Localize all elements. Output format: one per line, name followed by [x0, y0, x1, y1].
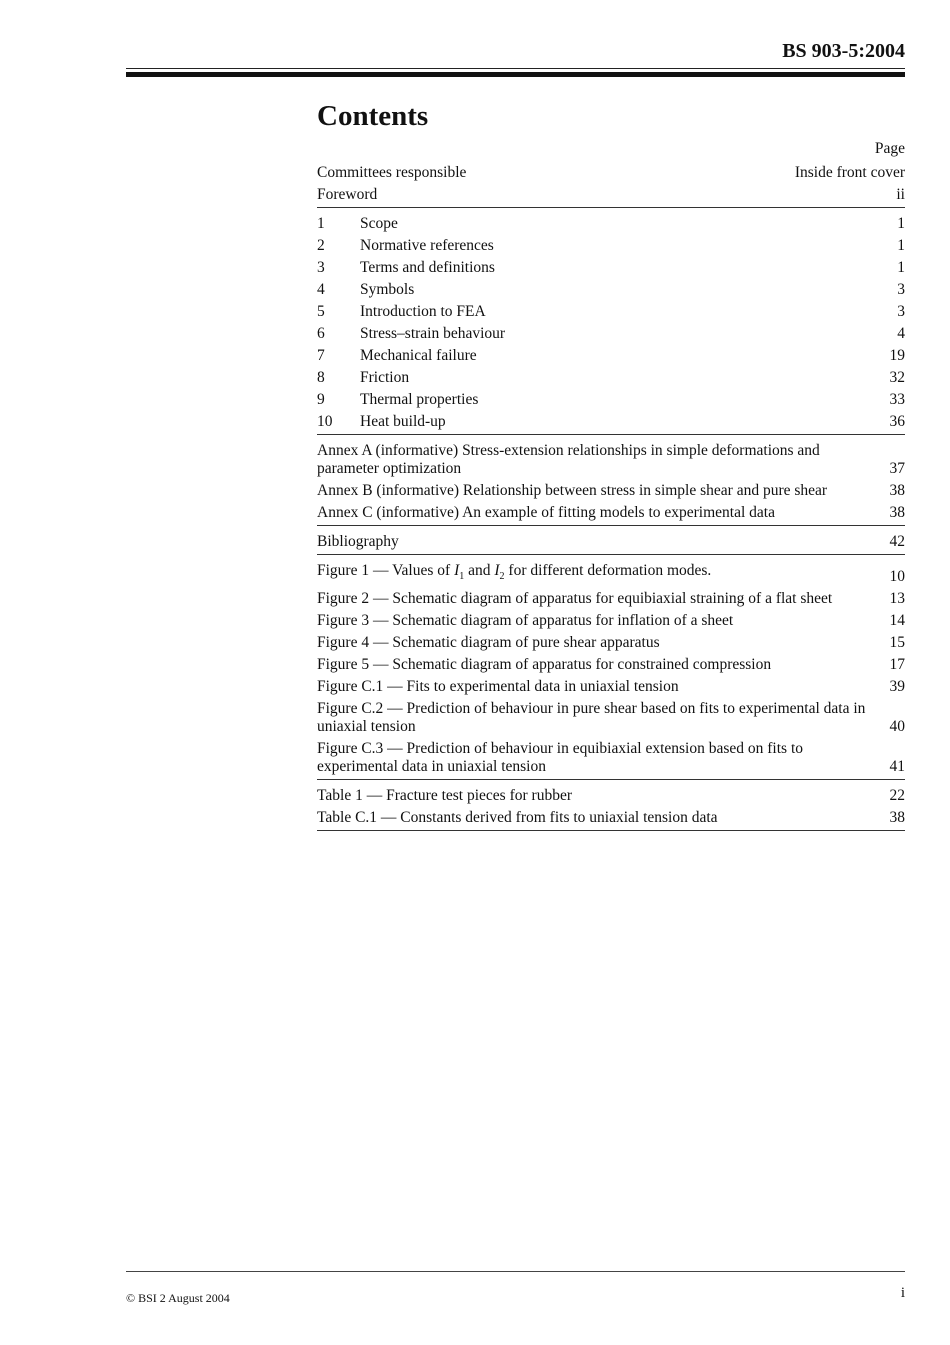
standard-number: BS 903-5:2004	[782, 40, 905, 62]
symbol-i2-subscript: 2	[499, 571, 505, 583]
clause-number: 1	[317, 215, 325, 232]
toc-entry-committees[interactable]	[317, 162, 905, 184]
figure-title	[317, 562, 890, 586]
toc-figure-c2[interactable]	[317, 698, 905, 738]
figure-title: Figure C.1 — Fits to experimental data in uniaxial tension	[317, 678, 679, 696]
toc-figure-c1[interactable]	[317, 676, 905, 698]
table-title: Table 1 — Fracture test pieces for rubber	[317, 787, 572, 805]
toc-figure-2[interactable]	[317, 588, 905, 610]
clause-page: 36	[889, 413, 905, 430]
figure-title: Figure 2 — Schematic diagram of apparatus for equibiaxial straining of a flat sheet	[317, 590, 833, 608]
figure-title: Figure C.2 — Prediction of behaviour in pure shear based on fits to experimental data in uniaxial tension	[317, 700, 866, 736]
annex-title: Annex B (informative) Relationship between stress in simple shear and pure shear	[317, 482, 828, 499]
figure-title: Figure C.3 — Prediction of behaviour in equibiaxial extension based on fits to experimental data in uniaxial tension	[317, 740, 804, 776]
clause-number: 7	[317, 347, 325, 364]
header-rule-thick	[126, 72, 905, 77]
clause-number: 6	[317, 325, 325, 342]
figure-title: Figure 5 — Schematic diagram of apparatus for constrained compression	[317, 656, 772, 674]
clause-page: 3	[897, 303, 905, 320]
toc-table-1[interactable]	[317, 785, 905, 807]
clause-page: 4	[897, 325, 905, 342]
clause-title: Symbols	[360, 281, 415, 298]
symbol-i1: I	[454, 562, 460, 579]
tables-group	[317, 785, 905, 831]
clause-title: Introduction to FEA	[360, 303, 486, 320]
toc-annex-a[interactable]	[317, 440, 905, 480]
clause-title: Terms and definitions	[360, 259, 495, 276]
figure-page: 15	[889, 634, 905, 652]
figure-page: 40	[889, 718, 905, 736]
clause-title: Scope	[360, 215, 398, 232]
annexes-group	[317, 440, 905, 526]
toc-figure-4[interactable]	[317, 632, 905, 654]
toc-entry-foreword[interactable]	[317, 184, 905, 206]
figures-group	[317, 560, 905, 780]
annex-page: 38	[889, 482, 905, 499]
bibliography-group	[317, 531, 905, 555]
toc-entry-text: Committees responsible	[317, 164, 467, 181]
toc-figure-5[interactable]	[317, 654, 905, 676]
bibliography-page: 42	[889, 533, 905, 550]
page-title: Contents	[317, 100, 429, 132]
table-of-contents	[317, 140, 905, 836]
toc-entry-text: Foreword	[317, 186, 378, 203]
annex-page: 38	[889, 504, 905, 521]
clause-number: 9	[317, 391, 325, 408]
annex-title: Annex A (informative) Stress-extension relationships in simple deformations and parameter optimization	[317, 442, 820, 477]
toc-clause-2[interactable]	[317, 235, 905, 257]
toc-clause-4[interactable]	[317, 279, 905, 301]
clause-number: 4	[317, 281, 325, 298]
figure-1-mid: and	[464, 562, 495, 579]
figure-page: 14	[889, 612, 905, 630]
toc-clause-1[interactable]	[317, 213, 905, 235]
symbol-i1-subscript: 1	[459, 571, 465, 583]
front-matter-group	[317, 162, 905, 208]
annex-title: Annex C (informative) An example of fitting models to experimental data	[317, 504, 775, 521]
clause-number: 8	[317, 369, 325, 386]
toc-clause-10[interactable]	[317, 411, 905, 433]
clause-title: Stress–strain behaviour	[360, 325, 506, 342]
page-column-label: Page	[874, 140, 905, 157]
clause-title: Heat build-up	[360, 413, 446, 430]
figure-page: 10	[889, 568, 905, 586]
clause-page: 3	[897, 281, 905, 298]
figure-title: Figure 4 — Schematic diagram of pure shear apparatus	[317, 634, 660, 652]
clause-page: 1	[897, 259, 905, 276]
figure-1-suffix: for different deformation modes.	[504, 562, 712, 579]
clause-page: 33	[889, 391, 905, 408]
table-page: 38	[889, 809, 905, 827]
toc-bibliography[interactable]	[317, 531, 905, 553]
figure-page: 13	[889, 590, 905, 608]
toc-figure-1[interactable]	[317, 560, 905, 588]
toc-table-c1[interactable]	[317, 807, 905, 829]
figure-1-prefix: Figure 1 — Values of	[317, 562, 455, 579]
footer-copyright: © BSI 2 August 2004	[126, 1291, 230, 1305]
clause-title: Mechanical failure	[360, 347, 477, 364]
toc-clause-6[interactable]	[317, 323, 905, 345]
toc-clause-8[interactable]	[317, 367, 905, 389]
clause-title: Thermal properties	[360, 391, 479, 408]
clause-title: Normative references	[360, 237, 494, 254]
clause-number: 3	[317, 259, 325, 276]
clause-number: 5	[317, 303, 325, 320]
table-page: 22	[889, 787, 905, 805]
clause-page: 19	[889, 347, 905, 364]
footer-page-number: i	[900, 1285, 905, 1301]
toc-clause-3[interactable]	[317, 257, 905, 279]
figure-page: 41	[889, 758, 905, 776]
toc-entry-page: ii	[896, 186, 905, 203]
symbol-i2: I	[494, 562, 500, 579]
clause-page: 32	[889, 369, 905, 386]
clauses-group	[317, 213, 905, 435]
toc-figure-c3[interactable]	[317, 738, 905, 778]
toc-clause-9[interactable]	[317, 389, 905, 411]
clause-number: 2	[317, 237, 325, 254]
toc-annex-b[interactable]	[317, 480, 905, 502]
toc-entry-page: Inside front cover	[794, 164, 905, 181]
bibliography-title: Bibliography	[317, 533, 399, 550]
annex-page: 37	[889, 460, 905, 477]
header-rule-thin	[126, 68, 905, 69]
toc-clause-5[interactable]	[317, 301, 905, 323]
figure-page: 39	[889, 678, 905, 696]
toc-figure-3[interactable]	[317, 610, 905, 632]
footer-rule	[126, 1271, 905, 1272]
toc-clause-7[interactable]	[317, 345, 905, 367]
figure-page: 17	[889, 656, 905, 674]
clause-page: 1	[897, 237, 905, 254]
table-title: Table C.1 — Constants derived from fits to uniaxial tension data	[317, 809, 718, 827]
figure-title: Figure 3 — Schematic diagram of apparatus for inflation of a sheet	[317, 612, 734, 630]
clause-title: Friction	[360, 369, 410, 386]
toc-annex-c[interactable]	[317, 502, 905, 524]
clause-number: 10	[317, 413, 333, 430]
clause-page: 1	[897, 215, 905, 232]
